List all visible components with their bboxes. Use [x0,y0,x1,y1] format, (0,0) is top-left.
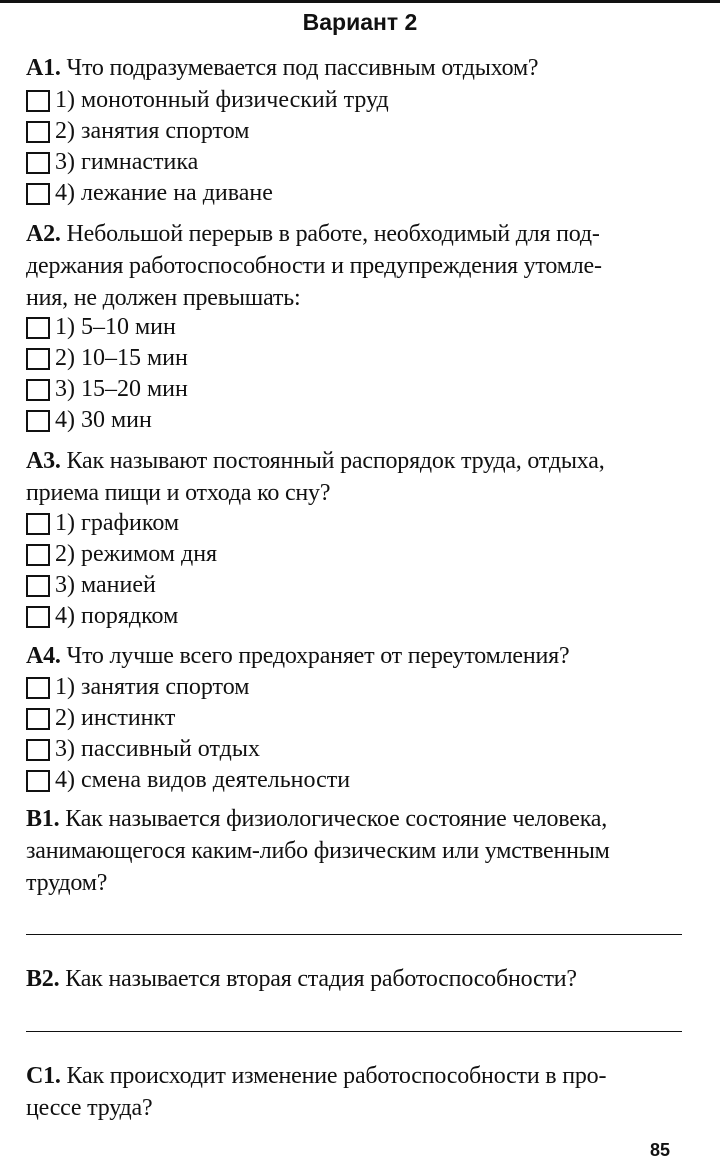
option-label: 1) 5–10 мин [55,314,176,340]
question-text: Небольшой перерыв в работе, необходимый для под- [66,221,600,247]
option-label: 1) занятия спортом [55,674,250,700]
option-label: 2) занятия спортом [55,118,250,144]
question-b2 [26,963,696,995]
checkbox[interactable] [26,379,50,401]
answer-line-b2[interactable] [26,1031,682,1032]
checkbox[interactable] [26,739,50,761]
option-label: 3) манией [55,572,156,598]
question-b1 [26,803,696,899]
option-a3-4[interactable] [26,601,178,632]
page-number: 85 [650,1140,671,1160]
checkbox[interactable] [26,606,50,628]
page-title: Вариант 2 [302,9,418,35]
option-label: 3) 15–20 мин [55,376,188,402]
checkbox[interactable] [26,544,50,566]
checkbox[interactable] [26,770,50,792]
option-a4-3[interactable] [26,734,260,765]
question-a2 [26,218,696,314]
question-number: C1. [26,1063,61,1089]
question-text: приема пищи и отхода ко сну? [26,480,331,506]
checkbox[interactable] [26,410,50,432]
option-label: 1) графиком [55,510,180,536]
question-text: Как происходит изменение работоспособности в про- [66,1063,607,1089]
checkbox[interactable] [26,183,50,205]
checkbox[interactable] [26,708,50,730]
checkbox[interactable] [26,152,50,174]
question-text: держания работоспособности и предупреждения утомле- [26,253,602,279]
question-text: Как называется физиологическое состояние человека, [65,806,608,832]
question-number: A2. [26,221,61,247]
option-label: 4) 30 мин [55,407,152,433]
top-rule [0,0,720,3]
option-label: 1) монотонный физический труд [55,87,389,113]
option-a3-1[interactable] [26,508,179,539]
question-text: Как называется вторая стадия работоспособности? [65,966,577,992]
question-c1 [26,1060,696,1124]
option-a4-1[interactable] [26,672,249,703]
option-label: 2) режимом дня [55,541,218,567]
question-text: трудом? [26,870,108,896]
option-label: 4) порядком [55,603,179,629]
option-a1-3[interactable] [26,147,198,178]
option-label: 2) инстинкт [55,705,176,731]
question-text: цессе труда? [26,1095,153,1121]
checkbox[interactable] [26,677,50,699]
option-a4-2[interactable] [26,703,175,734]
question-text: Что лучше всего предохраняет от переутомления? [66,643,570,669]
option-a2-4[interactable] [26,405,152,436]
option-label: 2) 10–15 мин [55,345,188,371]
question-number: A4. [26,643,61,669]
question-a1 [26,52,696,84]
option-a1-4[interactable] [26,178,273,209]
option-a2-1[interactable] [26,312,176,343]
option-a3-2[interactable] [26,539,217,570]
option-a1-1[interactable] [26,85,389,116]
option-label: 4) смена видов деятельности [55,767,351,793]
option-label: 4) лежание на диване [55,180,273,206]
checkbox[interactable] [26,121,50,143]
checkbox[interactable] [26,575,50,597]
option-a3-3[interactable] [26,570,156,601]
answer-line-b1[interactable] [26,934,682,935]
question-number: A3. [26,448,61,474]
option-label: 3) гимнастика [55,149,199,175]
option-label: 3) пассивный отдых [55,736,260,762]
option-a4-4[interactable] [26,765,350,796]
option-a2-2[interactable] [26,343,188,374]
question-a4 [26,640,696,672]
checkbox[interactable] [26,348,50,370]
checkbox[interactable] [26,90,50,112]
question-text: занимающегося каким-либо физическим или умственным [26,838,610,864]
checkbox[interactable] [26,317,50,339]
option-a2-3[interactable] [26,374,188,405]
question-number: B2. [26,966,60,992]
question-text: Что подразумевается под пассивным отдыхом? [66,55,539,81]
question-text: Как называют постоянный распорядок труда, отдыха, [66,448,605,474]
question-number: B1. [26,806,60,832]
option-a1-2[interactable] [26,116,249,147]
checkbox[interactable] [26,513,50,535]
question-number: A1. [26,55,61,81]
question-a3 [26,445,696,509]
question-text: ния, не должен превышать: [26,285,301,311]
